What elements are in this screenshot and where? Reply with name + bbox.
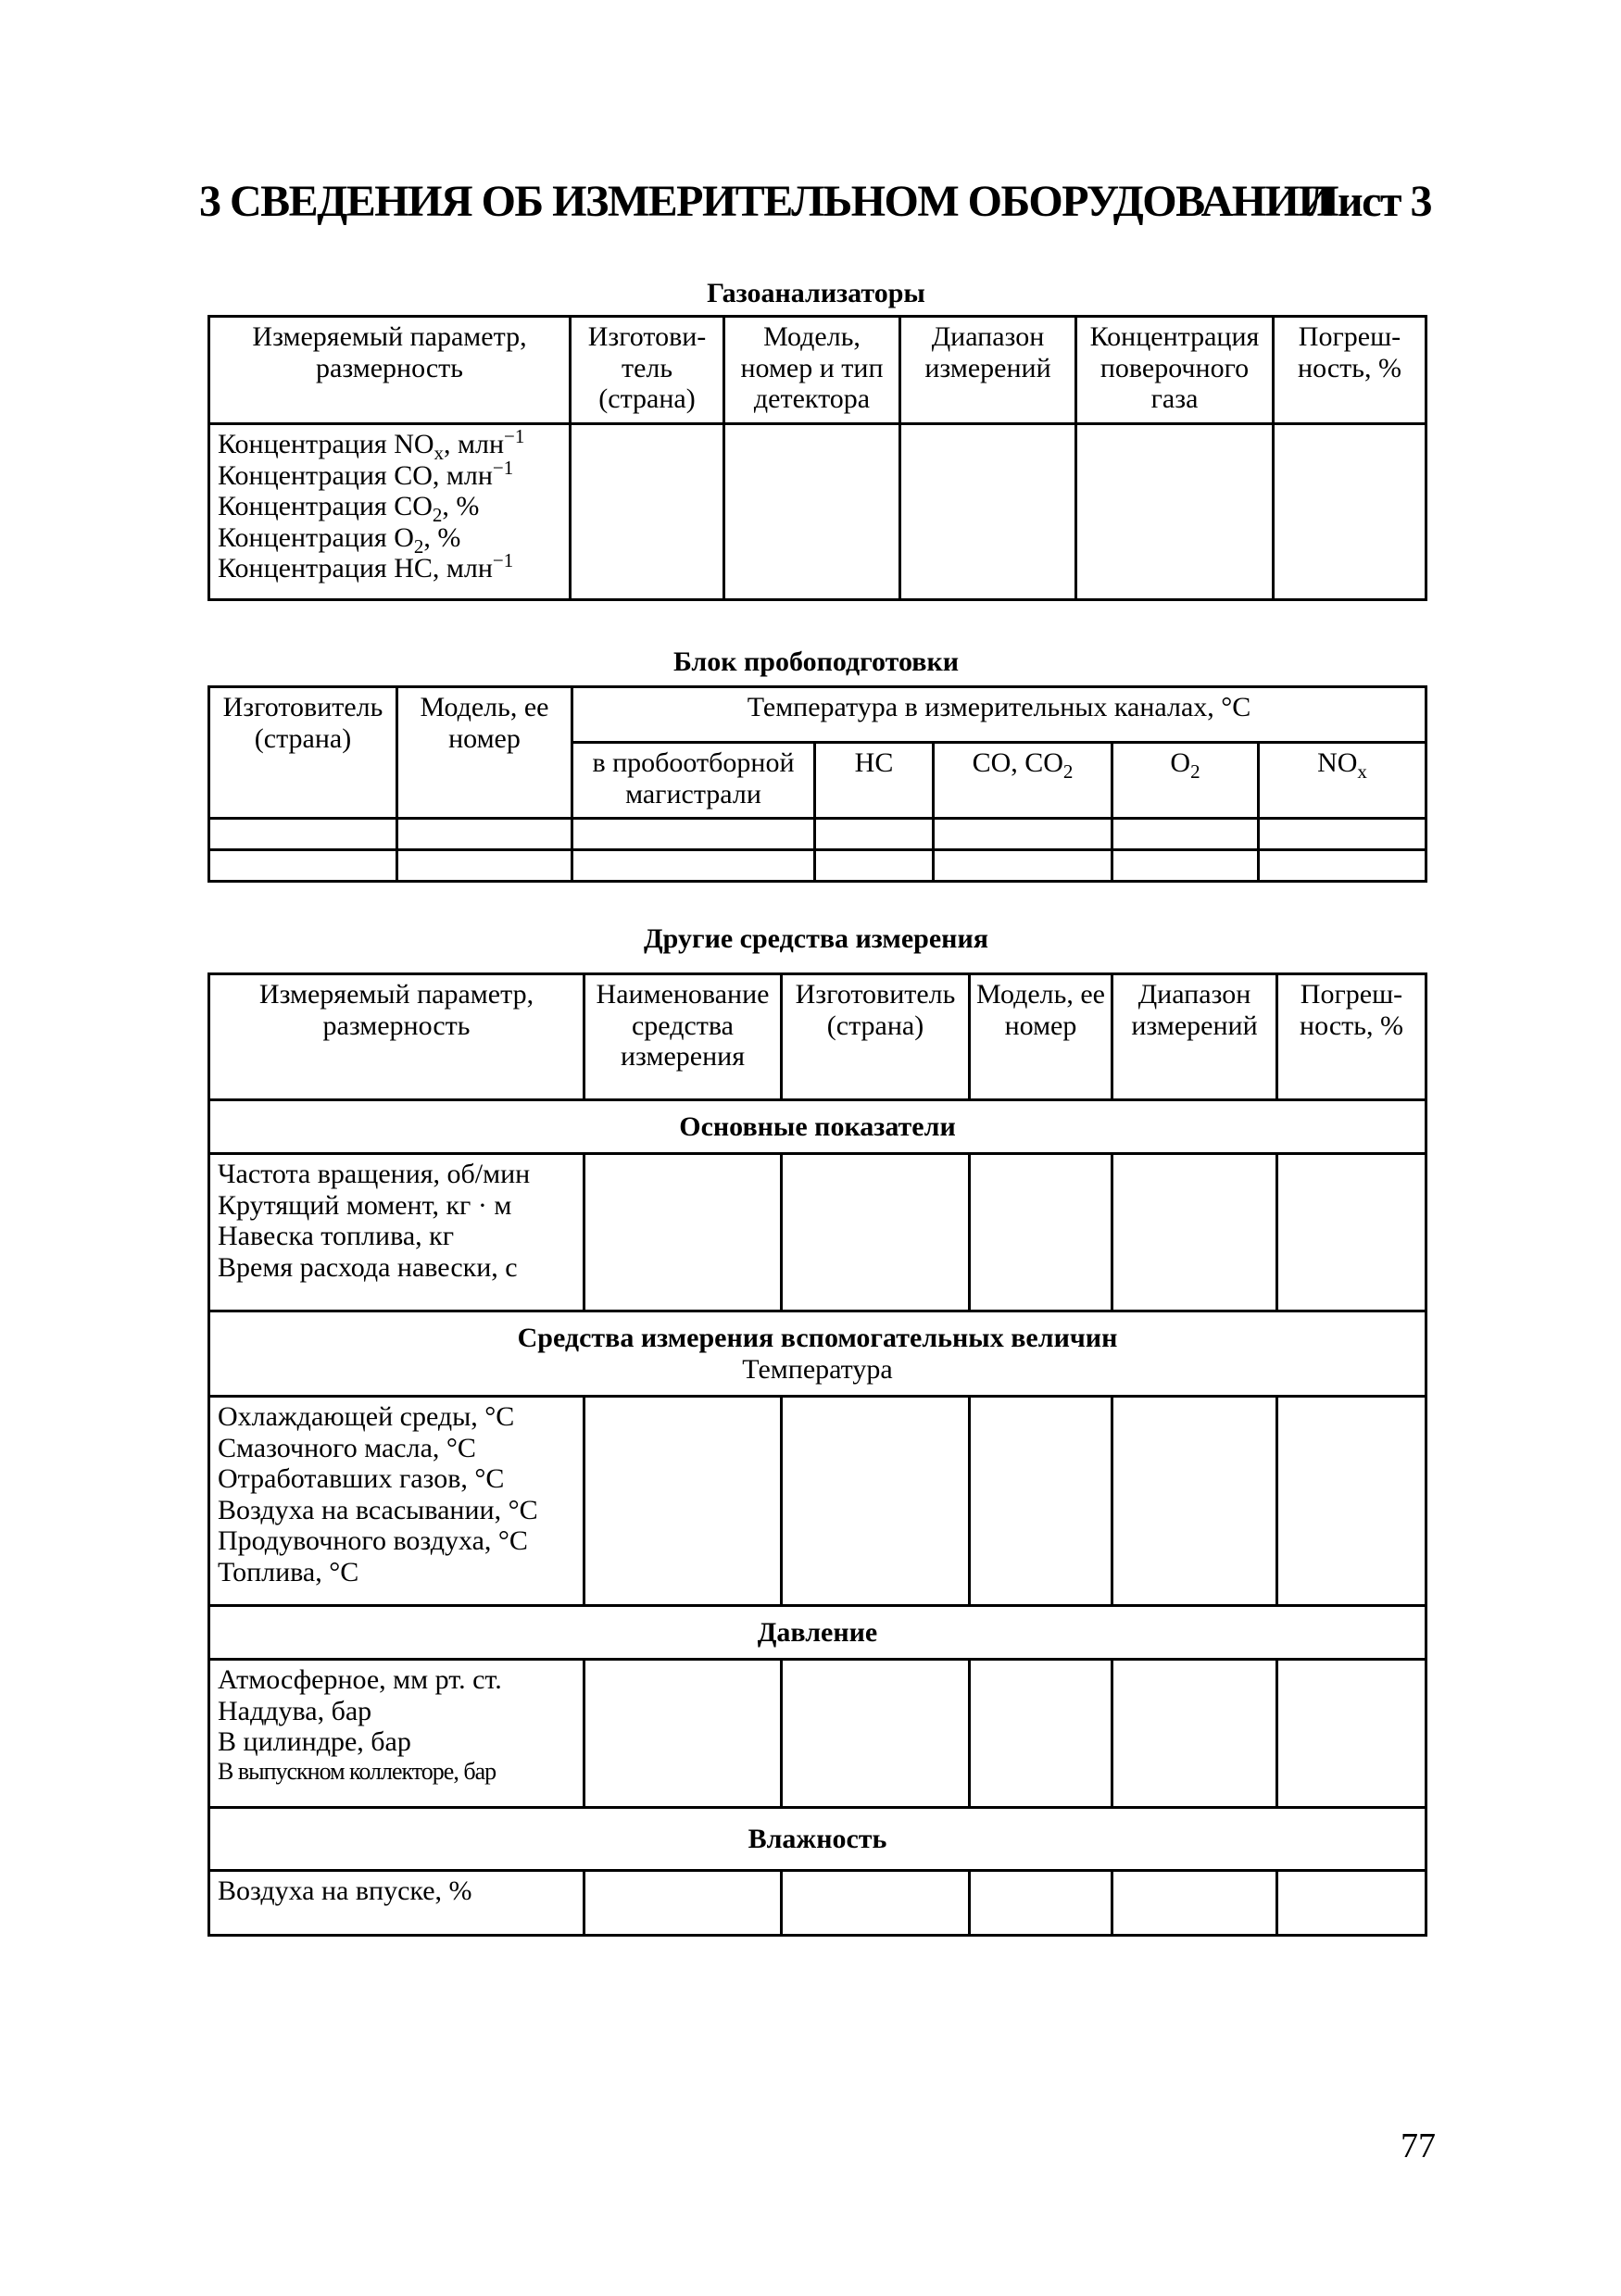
header-cell: Изготовитель (страна) [209,687,397,819]
header-cell: Погреш-ность, % [1277,974,1426,1100]
empty-cell [900,424,1076,600]
empty-cell [1259,850,1426,882]
param-cell [209,1154,584,1311]
empty-cell [782,1871,970,1936]
param-cell [209,1660,584,1808]
table-row [209,819,1426,850]
table-row [209,1660,1426,1808]
page-title [199,176,1431,241]
gas-analyzers-caption: Газоанализаторы [707,278,925,308]
page-number: 77 [1401,2127,1436,2165]
param-line: Навеска топлива, кг [218,1221,455,1252]
empty-cell [572,850,815,882]
empty-cell [1259,819,1426,850]
empty-cell [724,424,900,600]
section-heading [209,1311,1426,1397]
empty-cell [970,1397,1112,1606]
param-line: Время расхода навески, с [218,1251,518,1283]
header-cell: Температура в измерительных каналах, °С [572,687,1426,743]
sampling-unit-table [207,685,1427,883]
header-cell: Диапазон измерений [1112,974,1277,1100]
empty-cell [397,850,572,882]
section-heading: Давление [209,1606,1426,1660]
param-line: Концентрация $O_2$, % [218,521,461,558]
header-cell: Погреш-ность, % [1274,317,1426,424]
section-row [209,1606,1426,1660]
empty-cell [782,1660,970,1808]
empty-cell [209,819,397,850]
sampling-unit-caption: Блок пробоподготовки [672,646,960,677]
param-line: Концентрация $NO_x$, млн$^{-1}$ [218,425,525,464]
param-line: Концентрация HC, млн$^{-1}$ [218,549,514,584]
param-line: Продувочного воздуха, °С [218,1525,528,1557]
param-line: Крутящий момент, кг · м [218,1189,512,1221]
title-text: 3 СВЕДЕНИЯ ОБ ИЗМЕРИТЕЛЬНОМ ОБОРУДОВАНИИ [199,177,1332,226]
param-line: Наддува, бар [218,1695,372,1726]
table-row [209,850,1426,882]
header-cell: Модель, номер и тип детектора [724,317,900,424]
section-row [209,1808,1426,1871]
sheet-label: Лист 3 [1305,177,1431,226]
empty-cell [970,1154,1112,1311]
table-row [209,424,1426,600]
empty-cell [782,1154,970,1311]
empty-cell [934,819,1112,850]
param-cell [209,1871,584,1936]
empty-cell [1277,1397,1426,1606]
header-cell: Наименование средства измерения [584,974,782,1100]
param-line: Частота вращения, об/мин [218,1159,531,1189]
empty-cell [934,850,1112,882]
empty-cell [1277,1154,1426,1311]
empty-cell [584,1660,782,1808]
header-cell: HC [815,743,934,819]
header-cell: $O_2$ [1112,743,1259,819]
empty-cell [1112,1871,1277,1936]
header-cell: Изготови-тель (страна) [571,317,724,424]
aux-section-title: Средства измерения вспомогательных величин [517,1322,1118,1353]
section-heading: Основные показатели [209,1100,1426,1154]
section-heading: Влажность [209,1808,1426,1871]
param-line: Охлаждающей среды, °С [218,1401,515,1432]
empty-cell [584,1871,782,1936]
table-header-row [209,317,1426,424]
header-cell: Концентрация поверочного газа [1076,317,1274,424]
param-line: В выпускном коллекторе, бар [218,1757,496,1785]
header-cell: Изготовитель (страна) [782,974,970,1100]
empty-cell [397,819,572,850]
empty-cell [1277,1871,1426,1936]
param-cell [209,1397,584,1606]
param-line: Атмосферное, мм рт. ст. [218,1664,502,1695]
header-cell: Измеряемый параметр, размерность [209,317,571,424]
section-row [209,1100,1426,1154]
param-line: Смазочного масла, °С [218,1432,476,1463]
empty-cell [572,819,815,850]
param-line: В цилиндре, бар [218,1726,411,1758]
param-line: Концентрация $CO_2$, % [218,491,480,527]
temperature-section-title: Температура [742,1353,893,1385]
header-cell: Измеряемый параметр, размерность [209,974,584,1100]
empty-cell [209,850,397,882]
empty-cell [970,1660,1112,1808]
empty-cell [1076,424,1274,600]
header-cell: Модель, ее номер [970,974,1112,1100]
empty-cell [1277,1660,1426,1808]
param-line: Воздуха на всасывании, °С [218,1494,538,1525]
empty-cell [1112,819,1259,850]
param-cell [209,424,571,600]
param-line: Топлива, °С [218,1556,359,1587]
param-line: Воздуха на впуске, % [218,1876,472,1906]
empty-cell [815,850,934,882]
table-row [209,1154,1426,1311]
param-line: Отработавших газов, °С [218,1463,505,1495]
empty-cell [815,819,934,850]
header-cell: в пробоотборной магистрали [572,743,815,819]
header-cell: $NO_x$ [1259,743,1426,819]
table-row [209,1871,1426,1936]
header-cell: Диапазон измерений [900,317,1076,424]
table-row [209,1397,1426,1606]
table-header-row [209,974,1426,1100]
empty-cell [1112,850,1259,882]
empty-cell [1274,424,1426,600]
empty-cell [1112,1397,1277,1606]
other-instruments-caption: Другие средства измерения [644,923,988,954]
header-cell: CO, $CO_2$ [934,743,1112,819]
empty-cell [1112,1660,1277,1808]
empty-cell [584,1154,782,1311]
other-instruments-table [207,972,1427,1937]
empty-cell [970,1871,1112,1936]
empty-cell [571,424,724,600]
empty-cell [782,1397,970,1606]
empty-cell [584,1397,782,1606]
empty-cell [1112,1154,1277,1311]
gas-analyzers-table [207,315,1427,601]
param-line: Концентрация CO, млн$^{-1}$ [218,456,514,491]
header-cell: Модель, ее номер [397,687,572,819]
table-header-row [209,687,1426,743]
section-row [209,1311,1426,1397]
